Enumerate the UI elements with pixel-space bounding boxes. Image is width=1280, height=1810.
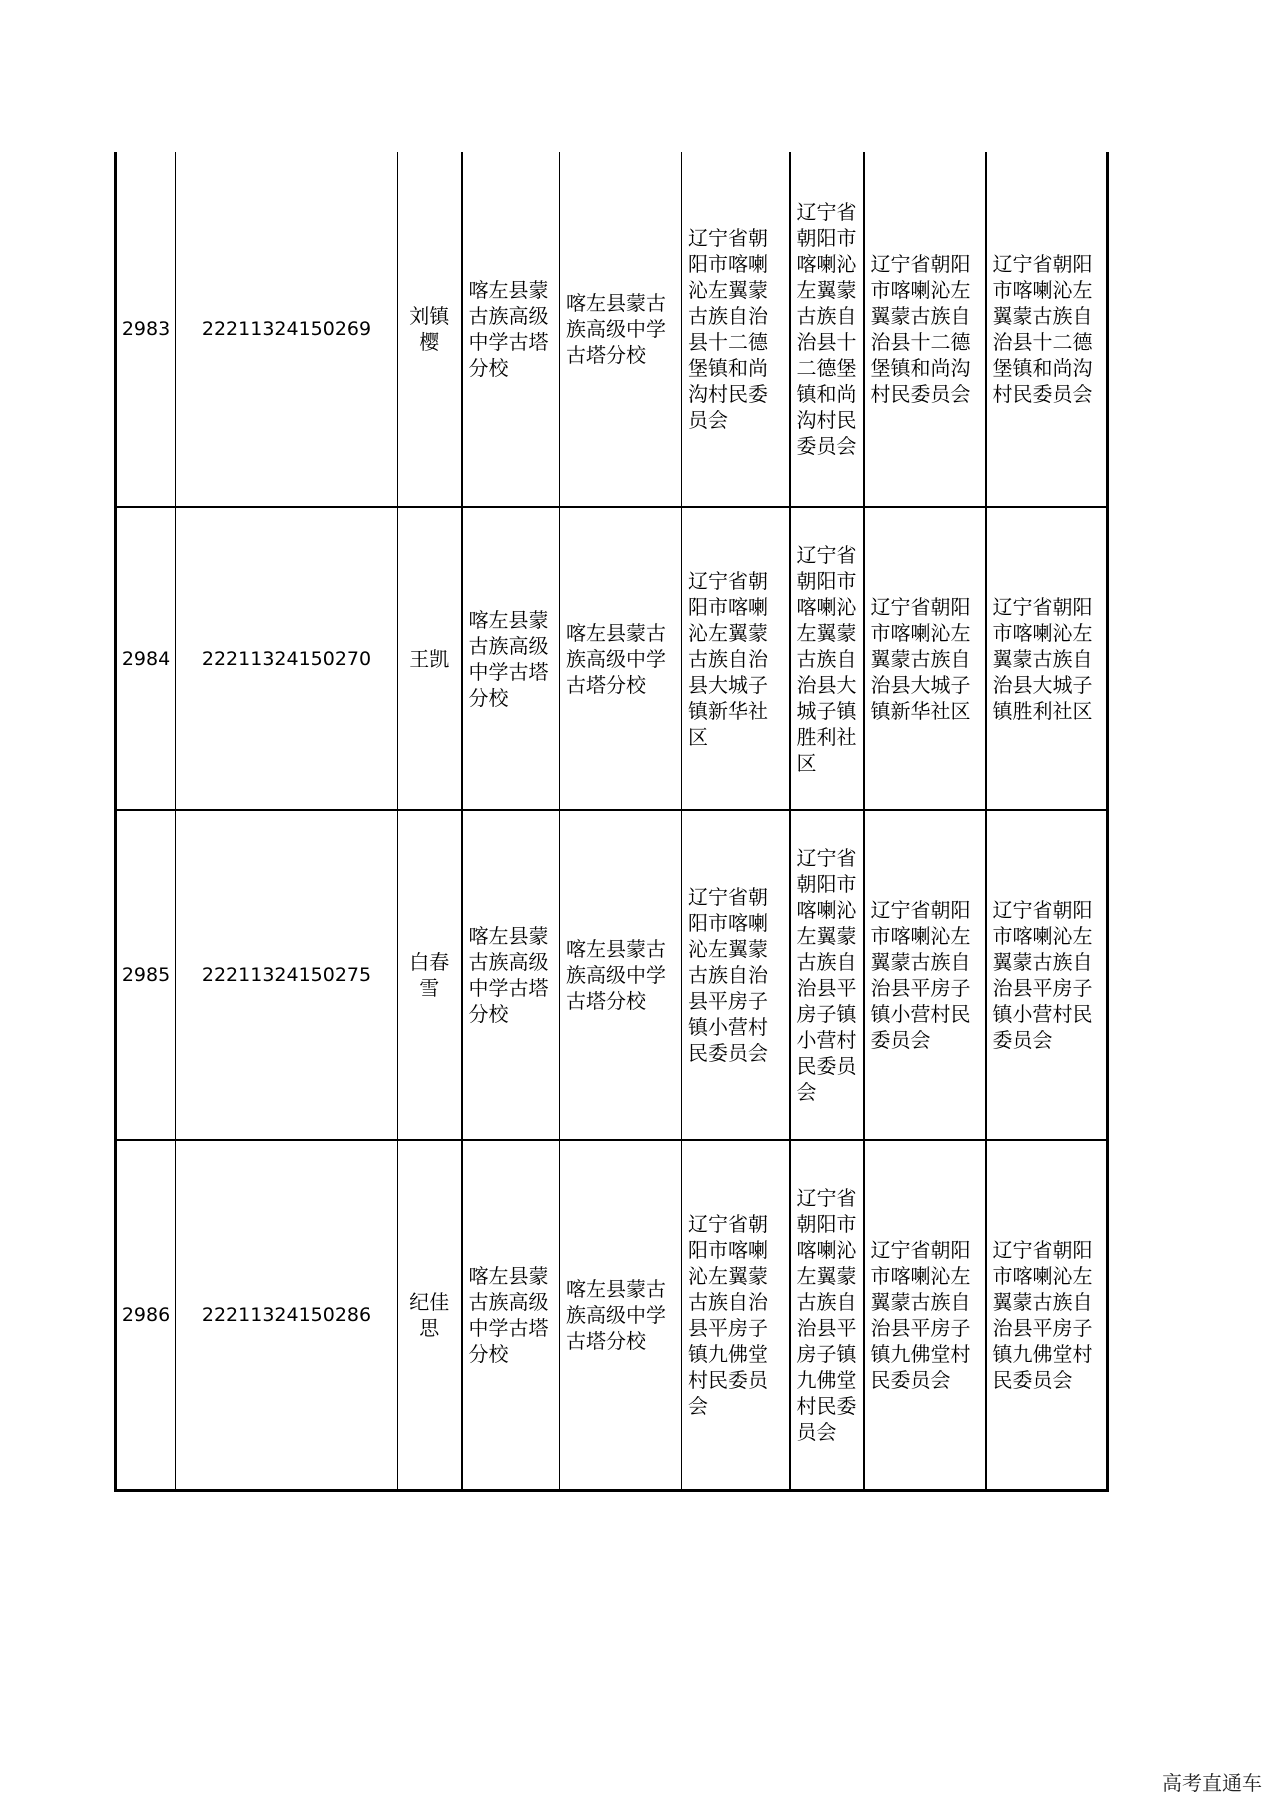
watermark-text: 高考直通车 xyxy=(1162,1771,1262,1795)
address-cell-4: 辽宁省朝阳市喀喇沁左翼蒙古族自治县平房子镇九佛堂村民委员会 xyxy=(986,1140,1108,1490)
school2-cell: 喀左县蒙古族高级中学古塔分校 xyxy=(560,1140,682,1490)
table-row xyxy=(116,810,1108,1140)
address-cell-4: 辽宁省朝阳市喀喇沁左翼蒙古族自治县大城子镇胜利社区 xyxy=(986,507,1108,810)
address-cell-3: 辽宁省朝阳市喀喇沁左翼蒙古族自治县大城子镇新华社区 xyxy=(864,507,986,810)
address-cell-3: 辽宁省朝阳市喀喇沁左翼蒙古族自治县十二德堡镇和尚沟村民委员会 xyxy=(864,152,986,507)
table-row xyxy=(116,152,1108,507)
school2-cell: 喀左县蒙古族高级中学古塔分校 xyxy=(560,810,682,1140)
address-cell-2: 辽宁省朝阳市喀喇沁左翼蒙古族自治县大城子镇胜利社区 xyxy=(790,507,864,810)
name-cell: 刘镇樱 xyxy=(398,152,462,507)
address-cell-1: 辽宁省朝阳市喀喇沁左翼蒙古族自治县十二德堡镇和尚沟村民委员会 xyxy=(682,152,790,507)
id-cell: 22211324150269 xyxy=(176,152,398,507)
address-cell-4: 辽宁省朝阳市喀喇沁左翼蒙古族自治县平房子镇小营村民委员会 xyxy=(986,810,1108,1140)
name-cell: 王凯 xyxy=(398,507,462,810)
address-cell-1: 辽宁省朝阳市喀喇沁左翼蒙古族自治县平房子镇小营村民委员会 xyxy=(682,810,790,1140)
address-cell-2: 辽宁省朝阳市喀喇沁左翼蒙古族自治县十二德堡镇和尚沟村民委员会 xyxy=(790,152,864,507)
school-cell: 喀左县蒙古族高级中学古塔分校 xyxy=(462,152,560,507)
address-cell-2: 辽宁省朝阳市喀喇沁左翼蒙古族自治县平房子镇九佛堂村民委员会 xyxy=(790,1140,864,1490)
school-cell: 喀左县蒙古族高级中学古塔分校 xyxy=(462,1140,560,1490)
seq-cell: 2985 xyxy=(116,810,176,1140)
address-cell-4: 辽宁省朝阳市喀喇沁左翼蒙古族自治县十二德堡镇和尚沟村民委员会 xyxy=(986,152,1108,507)
seq-cell: 2986 xyxy=(116,1140,176,1490)
student-table xyxy=(114,152,1109,1492)
school-cell: 喀左县蒙古族高级中学古塔分校 xyxy=(462,810,560,1140)
seq-cell: 2984 xyxy=(116,507,176,810)
address-cell-3: 辽宁省朝阳市喀喇沁左翼蒙古族自治县平房子镇小营村民委员会 xyxy=(864,810,986,1140)
address-cell-3: 辽宁省朝阳市喀喇沁左翼蒙古族自治县平房子镇九佛堂村民委员会 xyxy=(864,1140,986,1490)
name-cell: 纪佳思 xyxy=(398,1140,462,1490)
seq-cell: 2983 xyxy=(116,152,176,507)
school2-cell: 喀左县蒙古族高级中学古塔分校 xyxy=(560,152,682,507)
table-row xyxy=(116,1140,1108,1490)
name-cell: 白春雪 xyxy=(398,810,462,1140)
school2-cell: 喀左县蒙古族高级中学古塔分校 xyxy=(560,507,682,810)
id-cell: 22211324150275 xyxy=(176,810,398,1140)
id-cell: 22211324150286 xyxy=(176,1140,398,1490)
id-cell: 22211324150270 xyxy=(176,507,398,810)
table-row xyxy=(116,507,1108,810)
school-cell: 喀左县蒙古族高级中学古塔分校 xyxy=(462,507,560,810)
address-cell-1: 辽宁省朝阳市喀喇沁左翼蒙古族自治县大城子镇新华社区 xyxy=(682,507,790,810)
address-cell-1: 辽宁省朝阳市喀喇沁左翼蒙古族自治县平房子镇九佛堂村民委员会 xyxy=(682,1140,790,1490)
address-cell-2: 辽宁省朝阳市喀喇沁左翼蒙古族自治县平房子镇小营村民委员会 xyxy=(790,810,864,1140)
